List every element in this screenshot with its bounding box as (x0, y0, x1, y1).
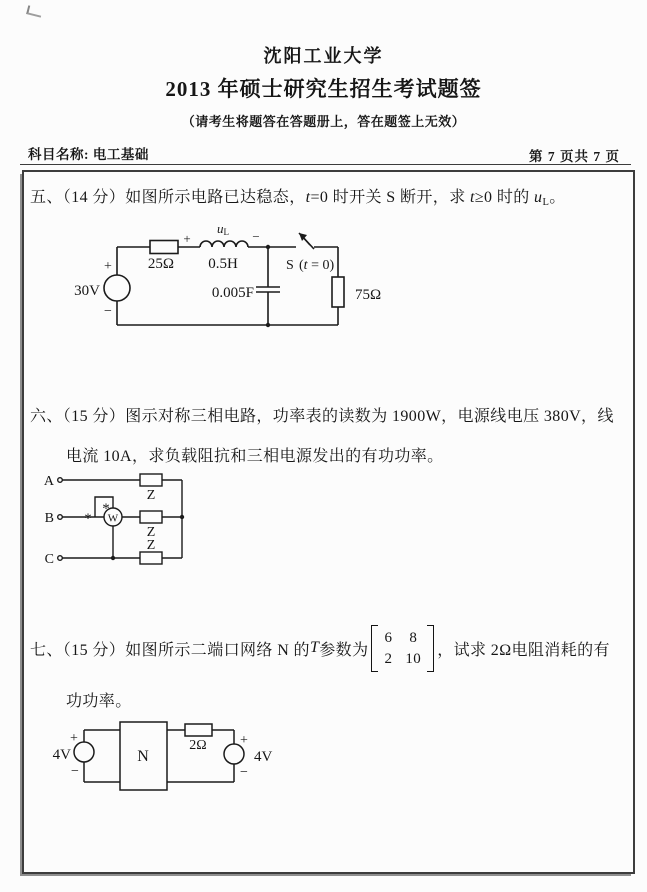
question-7-line2: 功功率。 (66, 693, 132, 710)
q5-source-minus: − (104, 304, 112, 319)
q6-terminal-b (58, 515, 63, 520)
q7-wires (74, 722, 244, 790)
q6-z-label-b: Z (146, 525, 156, 540)
q5-wires (104, 233, 344, 325)
q7-part2: 参数为 (319, 641, 369, 659)
page-title: 2013 年硕士研究生招生考试题签 (165, 77, 482, 101)
q6-load-z-c (140, 552, 162, 564)
q7-right-plus: + (240, 733, 248, 748)
q5-ul-u: u (217, 221, 224, 236)
q5-voltage-source-circle (104, 275, 130, 301)
q7-left-plus: + (70, 731, 78, 746)
subject-name: 科目名称: 电工基础 (28, 147, 149, 162)
matrix-a22: 10 (405, 650, 422, 667)
q5-capacitor-value: 0.005F (211, 285, 254, 301)
q6-label-b: B (44, 511, 54, 526)
q5-var-u-sub: L (542, 197, 550, 208)
q7-network-label: N (137, 748, 149, 765)
q6-junction-dot-c (111, 556, 115, 560)
matrix-a21: 2 (384, 650, 393, 667)
circuit-q7-two-port (45, 715, 285, 800)
q5-junction-dot-top (266, 245, 270, 249)
q7-resistor-label: 2Ω (189, 738, 207, 753)
q5-inductor-coil (200, 241, 248, 247)
question-6-line2: 电流 10A，求负载阻抗和三相电源发出的有功功率。 (66, 448, 444, 465)
q6-wires (58, 474, 182, 564)
q6-load-z-b (140, 511, 162, 523)
q6-z-label-a: Z (146, 488, 156, 503)
matrix-bracket-right (427, 625, 434, 672)
q6-label-c: C (44, 552, 54, 567)
question-6-line1: 六、（15 分）图示对称三相电路，功率表的读数为 1900W，电源线电压 380V，线 (30, 408, 614, 425)
q5-junction-dot-bottom (266, 323, 270, 327)
university-name: 沈阳工业大学 (263, 46, 384, 66)
q7-source-right-label: 4V (254, 749, 273, 765)
q5-var-t2: t (470, 189, 475, 206)
q5-part1: 五、（14 分）如图所示电路已达稳态， (30, 189, 306, 206)
page-number: 第 7 页共 7 页 (529, 149, 620, 164)
q5-ul-sub: L (223, 227, 229, 237)
q6-z-label-c: Z (146, 538, 156, 553)
question-5-text (30, 184, 566, 208)
q5-part2: =0 时开关 S 断开，求 (310, 189, 470, 206)
q5-part3: ≥0 时的 (474, 189, 535, 206)
q6-load-z-a (140, 474, 162, 486)
q5-part4: 。 (549, 189, 566, 206)
q6-label-a: A (43, 474, 54, 489)
q6-star-current-coil: * (84, 511, 92, 527)
q5-source-plus: + (104, 259, 112, 274)
q6-terminal-c (58, 556, 63, 561)
q7-part3: ，试求 2Ω电阻消耗的有 (437, 641, 610, 659)
q5-resistor-25 (150, 241, 178, 254)
q7-left-connections (84, 730, 120, 782)
q5-var-u: u (534, 189, 543, 206)
q5-capacitor-plates (256, 287, 280, 292)
q7-part1: 七、（15 分）如图所示二端口网络 N 的 (30, 641, 310, 659)
q5-r1-label: 25Ω (147, 256, 175, 272)
circuit-q5-rlc-switch (50, 220, 400, 332)
q7-resistor-2ohm (185, 724, 212, 736)
header-rule (20, 164, 631, 165)
q6-star-voltage-coil: * (102, 501, 110, 517)
exam-notice: （请考生将题答在答题册上，答在题签上无效） (181, 114, 466, 129)
q5-switch-time (299, 258, 334, 273)
q5-ul-label (217, 221, 229, 237)
q5-source-label: 30V (74, 283, 100, 299)
matrix-a12: 8 (409, 629, 418, 646)
q7-source-left-label: 4V (52, 747, 71, 763)
q5-switch-label: S (286, 258, 294, 273)
exam-content-box (22, 170, 635, 874)
q5-ul-plus: + (183, 231, 191, 246)
q7-var-T: T (309, 639, 320, 656)
question-7-line1 (30, 617, 610, 679)
circuit-q6-three-phase (40, 470, 200, 570)
q5-sw-rest: = 0) (307, 258, 335, 273)
q6-terminal-a (58, 478, 63, 483)
q5-ul-minus: − (252, 229, 260, 244)
q5-resistor-75 (332, 277, 344, 307)
matrix-a11: 6 (384, 629, 393, 646)
q5-r2-label: 75Ω (355, 287, 382, 303)
scan-artifact (26, 5, 43, 17)
matrix-values (378, 625, 427, 672)
q5-var-t1: t (305, 189, 311, 206)
q5-sw-t: t (303, 258, 308, 273)
q6-wattmeter-label: W (107, 512, 119, 525)
q6-junction-dot-right (180, 515, 184, 519)
matrix-bracket-left (371, 625, 378, 672)
q7-t-parameter-matrix (371, 625, 434, 672)
q7-right-minus: − (240, 765, 248, 780)
q5-inductor-value: 0.5H (208, 256, 238, 272)
q7-left-minus: − (71, 764, 79, 779)
q5-sw-open: ( (299, 258, 304, 273)
